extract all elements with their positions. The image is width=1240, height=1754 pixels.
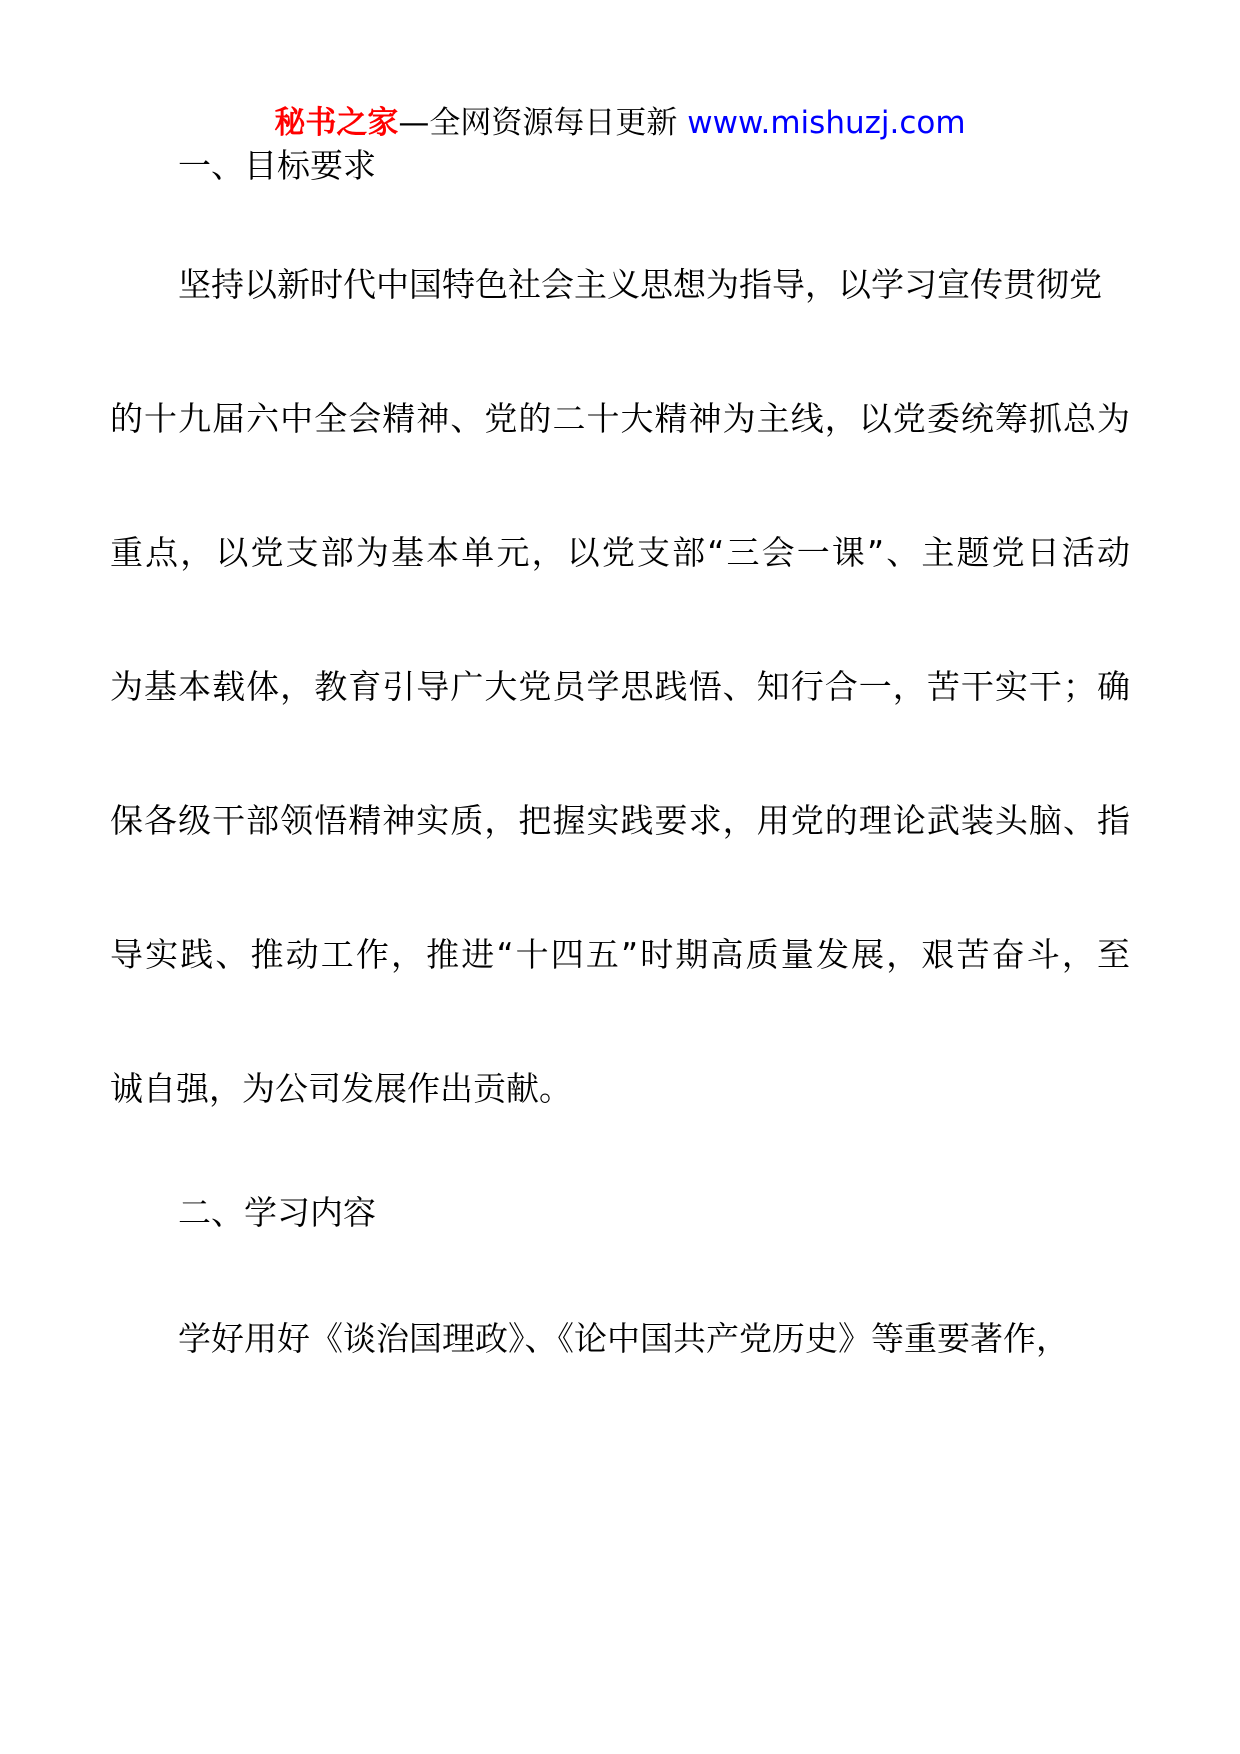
paragraph-line: 重点，以党支部为基本单元，以党支部“三会一课”、主题党日活动 [110, 533, 1130, 572]
paragraph-line: 坚持以新时代中国特色社会主义思想为指导，以学习宣传贯彻党 [178, 265, 1102, 304]
paragraph-line: 导实践、推动工作，推进“十四五”时期高质量发展，艰苦奋斗，至 [110, 935, 1130, 974]
brand-name: 秘书之家 [274, 105, 399, 141]
paragraph-line: 保各级干部领悟精神实质，把握实践要求，用党的理论武装头脑、指 [110, 801, 1130, 840]
section-heading-goals: 一、目标要求 [178, 146, 376, 185]
paragraph-line: 学好用好《谈治国理政》、《论中国共产党历史》等重要著作， [178, 1319, 1069, 1358]
paragraph-line: 的十九届六中全会精神、党的二十大精神为主线，以党委统筹抓总为 [110, 399, 1130, 438]
header-tagline: —全网资源每日更新 [398, 105, 688, 141]
paragraph-line: 诚自强，为公司发展作出贡献。 [110, 1069, 572, 1108]
site-url-link[interactable]: www.mishuzj.com [687, 105, 966, 141]
paragraph-line: 为基本载体，教育引导广大党员学思践悟、知行合一，苦干实干；确 [110, 667, 1130, 706]
section-heading-content: 二、学习内容 [178, 1193, 376, 1232]
